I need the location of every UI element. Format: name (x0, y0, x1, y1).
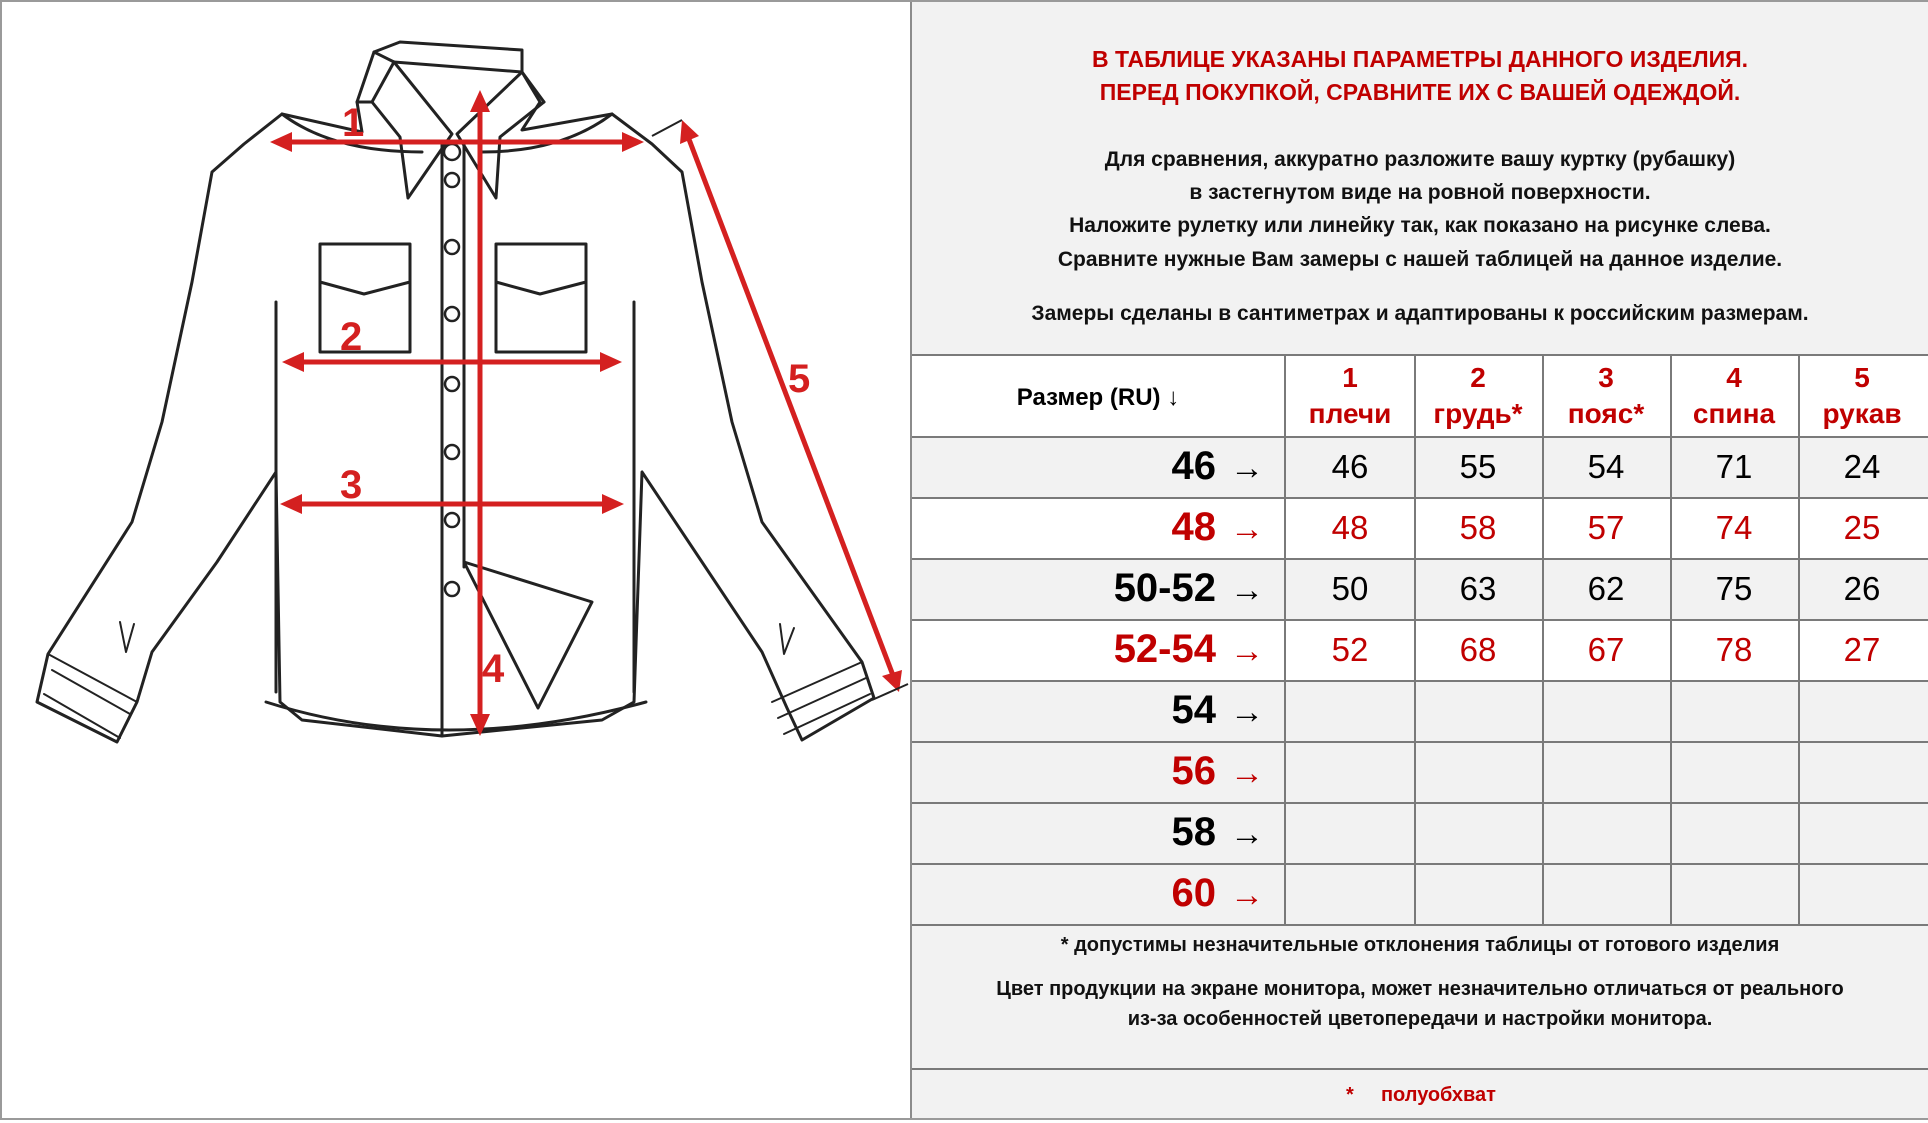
table-cell: 52 (1331, 631, 1369, 668)
right-arrow-icon: → (1230, 876, 1264, 914)
size-value: 50-52 (1113, 566, 1216, 610)
column-label: грудь* (1433, 398, 1523, 429)
table-cell: 63 (1459, 570, 1497, 607)
table-cell: 54 (1587, 448, 1625, 485)
instruction-line-1: Для сравнения, аккуратно разложите вашу куртку (рубашку) (1104, 148, 1736, 171)
marker-5: 5 (788, 357, 811, 401)
size-value: 46 (1171, 444, 1216, 488)
size-value: 60 (1171, 871, 1216, 915)
color-note-line-2: из-за особенностей цветопередачи и настройки монитора. (1127, 1008, 1713, 1030)
right-arrow-icon: → (1230, 449, 1264, 487)
table-cell: 74 (1715, 509, 1753, 546)
right-arrow-icon: → (1230, 571, 1264, 609)
size-label (912, 749, 1278, 794)
size-label (912, 444, 1278, 489)
column-header (1542, 360, 1670, 432)
table-cell: 27 (1843, 631, 1881, 668)
right-pocket (496, 244, 586, 352)
marker-3: 3 (340, 463, 363, 507)
footer-divider (912, 1068, 1928, 1070)
measurement-diagram (2, 2, 910, 1118)
table-cell: 57 (1587, 509, 1625, 546)
measurement-arrows (270, 90, 902, 736)
instruction-line-4: Сравните нужные Вам замеры с нашей таблицей на данное изделие. (1057, 248, 1783, 271)
size-label (912, 871, 1278, 916)
column-header (1798, 360, 1926, 432)
size-table-panel (910, 2, 1928, 1118)
size-label (912, 627, 1278, 672)
size-value: 54 (1171, 688, 1216, 732)
right-arrow-icon: → (1230, 510, 1264, 548)
column-number: 5 (1854, 362, 1870, 393)
warning-line-1: В ТАБЛИЦЕ УКАЗАНЫ ПАРАМЕТРЫ ДАННОГО ИЗДЕЛИЯ. (1091, 46, 1749, 72)
measurement-note: Замеры сделаны в сантиметрах и адаптированы к российским размерам. (1031, 302, 1809, 325)
instruction-line-3: Наложите рулетку или линейку так, как показано на рисунке слева. (1069, 214, 1771, 237)
table-cell: 48 (1331, 509, 1369, 546)
column-number: 2 (1470, 362, 1486, 393)
column-header (1414, 360, 1542, 432)
size-label (912, 566, 1278, 611)
table-row (912, 802, 1928, 863)
table-row (912, 436, 1928, 497)
column-label: плечи (1308, 398, 1392, 429)
table-row (912, 741, 1928, 802)
size-table (912, 354, 1928, 926)
table-row (912, 863, 1928, 924)
column-number: 3 (1598, 362, 1614, 393)
instruction-line-2: в застегнутом виде на ровной поверхности. (1189, 181, 1651, 204)
table-cell: 78 (1715, 631, 1753, 668)
size-label (912, 688, 1278, 733)
table-cell: 62 (1587, 570, 1625, 607)
size-label (912, 505, 1278, 550)
size-value: 48 (1171, 505, 1216, 549)
deviation-note: * допустимы незначительные отклонения таблицы от готового изделия (1060, 934, 1780, 956)
table-cell: 26 (1843, 570, 1881, 607)
marker-4: 4 (482, 647, 505, 691)
table-row (912, 497, 1928, 558)
warning-line-2: ПЕРЕД ПОКУПКОЙ, СРАВНИТЕ ИХ С ВАШЕЙ ОДЕЖДОЙ. (1099, 79, 1741, 105)
table-cell: 67 (1587, 631, 1625, 668)
legend-star: * (1346, 1084, 1354, 1106)
column-header (1286, 360, 1414, 432)
right-arrow-icon: → (1230, 693, 1264, 731)
column-header (1670, 360, 1798, 432)
color-note-line-1: Цвет продукции на экране монитора, может незначительно отличаться от реального (996, 978, 1844, 1000)
marker-1: 1 (342, 101, 365, 145)
table-cell: 24 (1843, 448, 1881, 485)
left-pocket (320, 244, 410, 352)
table-cell: 55 (1459, 448, 1497, 485)
column-number: 4 (1726, 362, 1742, 393)
table-border-top (912, 354, 1928, 356)
right-arrow-icon: → (1230, 632, 1264, 670)
right-arrow-icon: → (1230, 815, 1264, 853)
column-label: спина (1692, 398, 1776, 429)
table-cell: 50 (1331, 570, 1369, 607)
table-row (912, 558, 1928, 619)
size-label (912, 810, 1278, 855)
table-cell: 25 (1843, 509, 1881, 546)
table-cell: 68 (1459, 631, 1497, 668)
shirt-illustration (2, 2, 910, 1118)
size-column-header: Размер (RU) ↓ (1016, 384, 1180, 411)
table-cell: 71 (1715, 448, 1753, 485)
table-row (912, 680, 1928, 741)
size-value: 56 (1171, 749, 1216, 793)
buttons (444, 144, 460, 596)
size-value: 58 (1171, 810, 1216, 854)
legend-text: полуобхват (1380, 1084, 1496, 1106)
row-divider (912, 924, 1928, 926)
column-label: пояс* (1567, 398, 1645, 429)
right-arrow-icon: → (1230, 754, 1264, 792)
marker-2: 2 (340, 315, 363, 359)
column-number: 1 (1342, 362, 1358, 393)
table-cell: 75 (1715, 570, 1753, 607)
table-row (912, 619, 1928, 680)
table-cell: 46 (1331, 448, 1369, 485)
size-value: 52-54 (1113, 627, 1216, 671)
column-label: рукав (1822, 398, 1902, 429)
table-cell: 58 (1459, 509, 1497, 546)
legend (912, 1084, 1928, 1107)
